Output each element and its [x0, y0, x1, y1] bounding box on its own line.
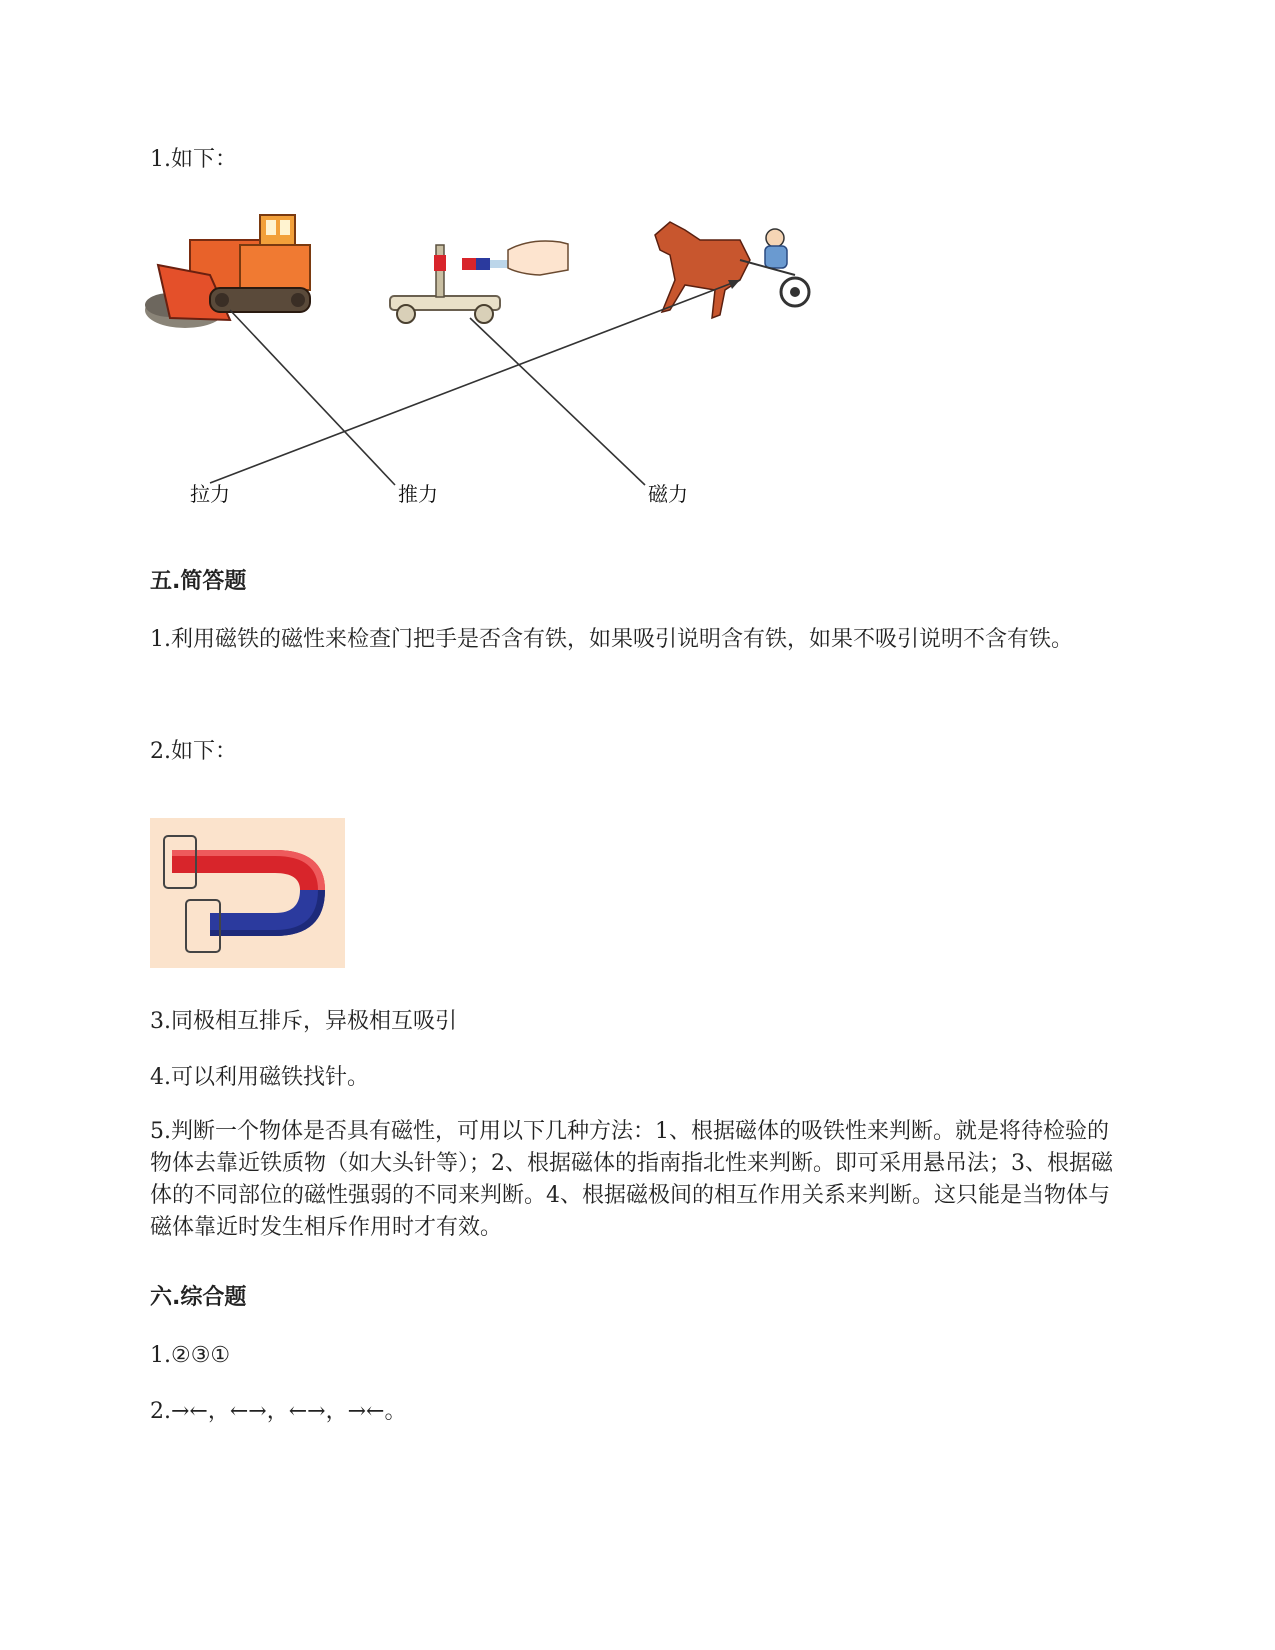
- answer-5-4-text: 4.可以利用磁铁找针。: [150, 1065, 369, 1090]
- magnet-cart-picture: [390, 241, 568, 323]
- answer-4-1-text: 1.如下：: [150, 147, 237, 172]
- section-5-heading: 五.简答题: [150, 569, 247, 594]
- answer-5-2-text: 2.如下：: [150, 739, 237, 764]
- force-matching-figure: [140, 200, 840, 520]
- label-push: 推力: [398, 482, 438, 506]
- label-magnetic: 磁力: [648, 482, 688, 506]
- match-line-magnet: [470, 318, 645, 485]
- answer-5-1-text: 1.利用磁铁的磁性来检查门把手是否含有铁，如果吸引说明含有铁，如果不吸引说明不含有铁。: [150, 627, 1073, 652]
- section-6-heading: 六.综合题: [150, 1285, 247, 1310]
- answer-6-2-text: 2.→←，←→，←→，→←。: [150, 1399, 407, 1424]
- answer-5-5-text: 5.判断一个物体是否具有磁性，可用以下几种方法：1、根据磁体的吸铁性来判断。就是将待检验的物体去靠近铁质物（如大头针等）；2、根据磁体的指南指北性来判断。即可采用悬吊法；3、根据磁体的不同部位的磁性强弱的不同来判断。4、根据磁极间的相互作用关系来判断。这只能是当物体与磁体靠近时发生相斥作用时才有效。: [150, 1119, 1113, 1240]
- label-pull: 拉力: [190, 482, 230, 506]
- answer-6-1-text: 1.②③①: [150, 1343, 231, 1368]
- answer-5-3-text: 3.同极相互排斥，异极相互吸引: [150, 1009, 457, 1034]
- match-line-bulldozer: [230, 310, 395, 485]
- bulldozer-picture: [145, 215, 310, 328]
- horseshoe-magnet-picture: [150, 818, 345, 968]
